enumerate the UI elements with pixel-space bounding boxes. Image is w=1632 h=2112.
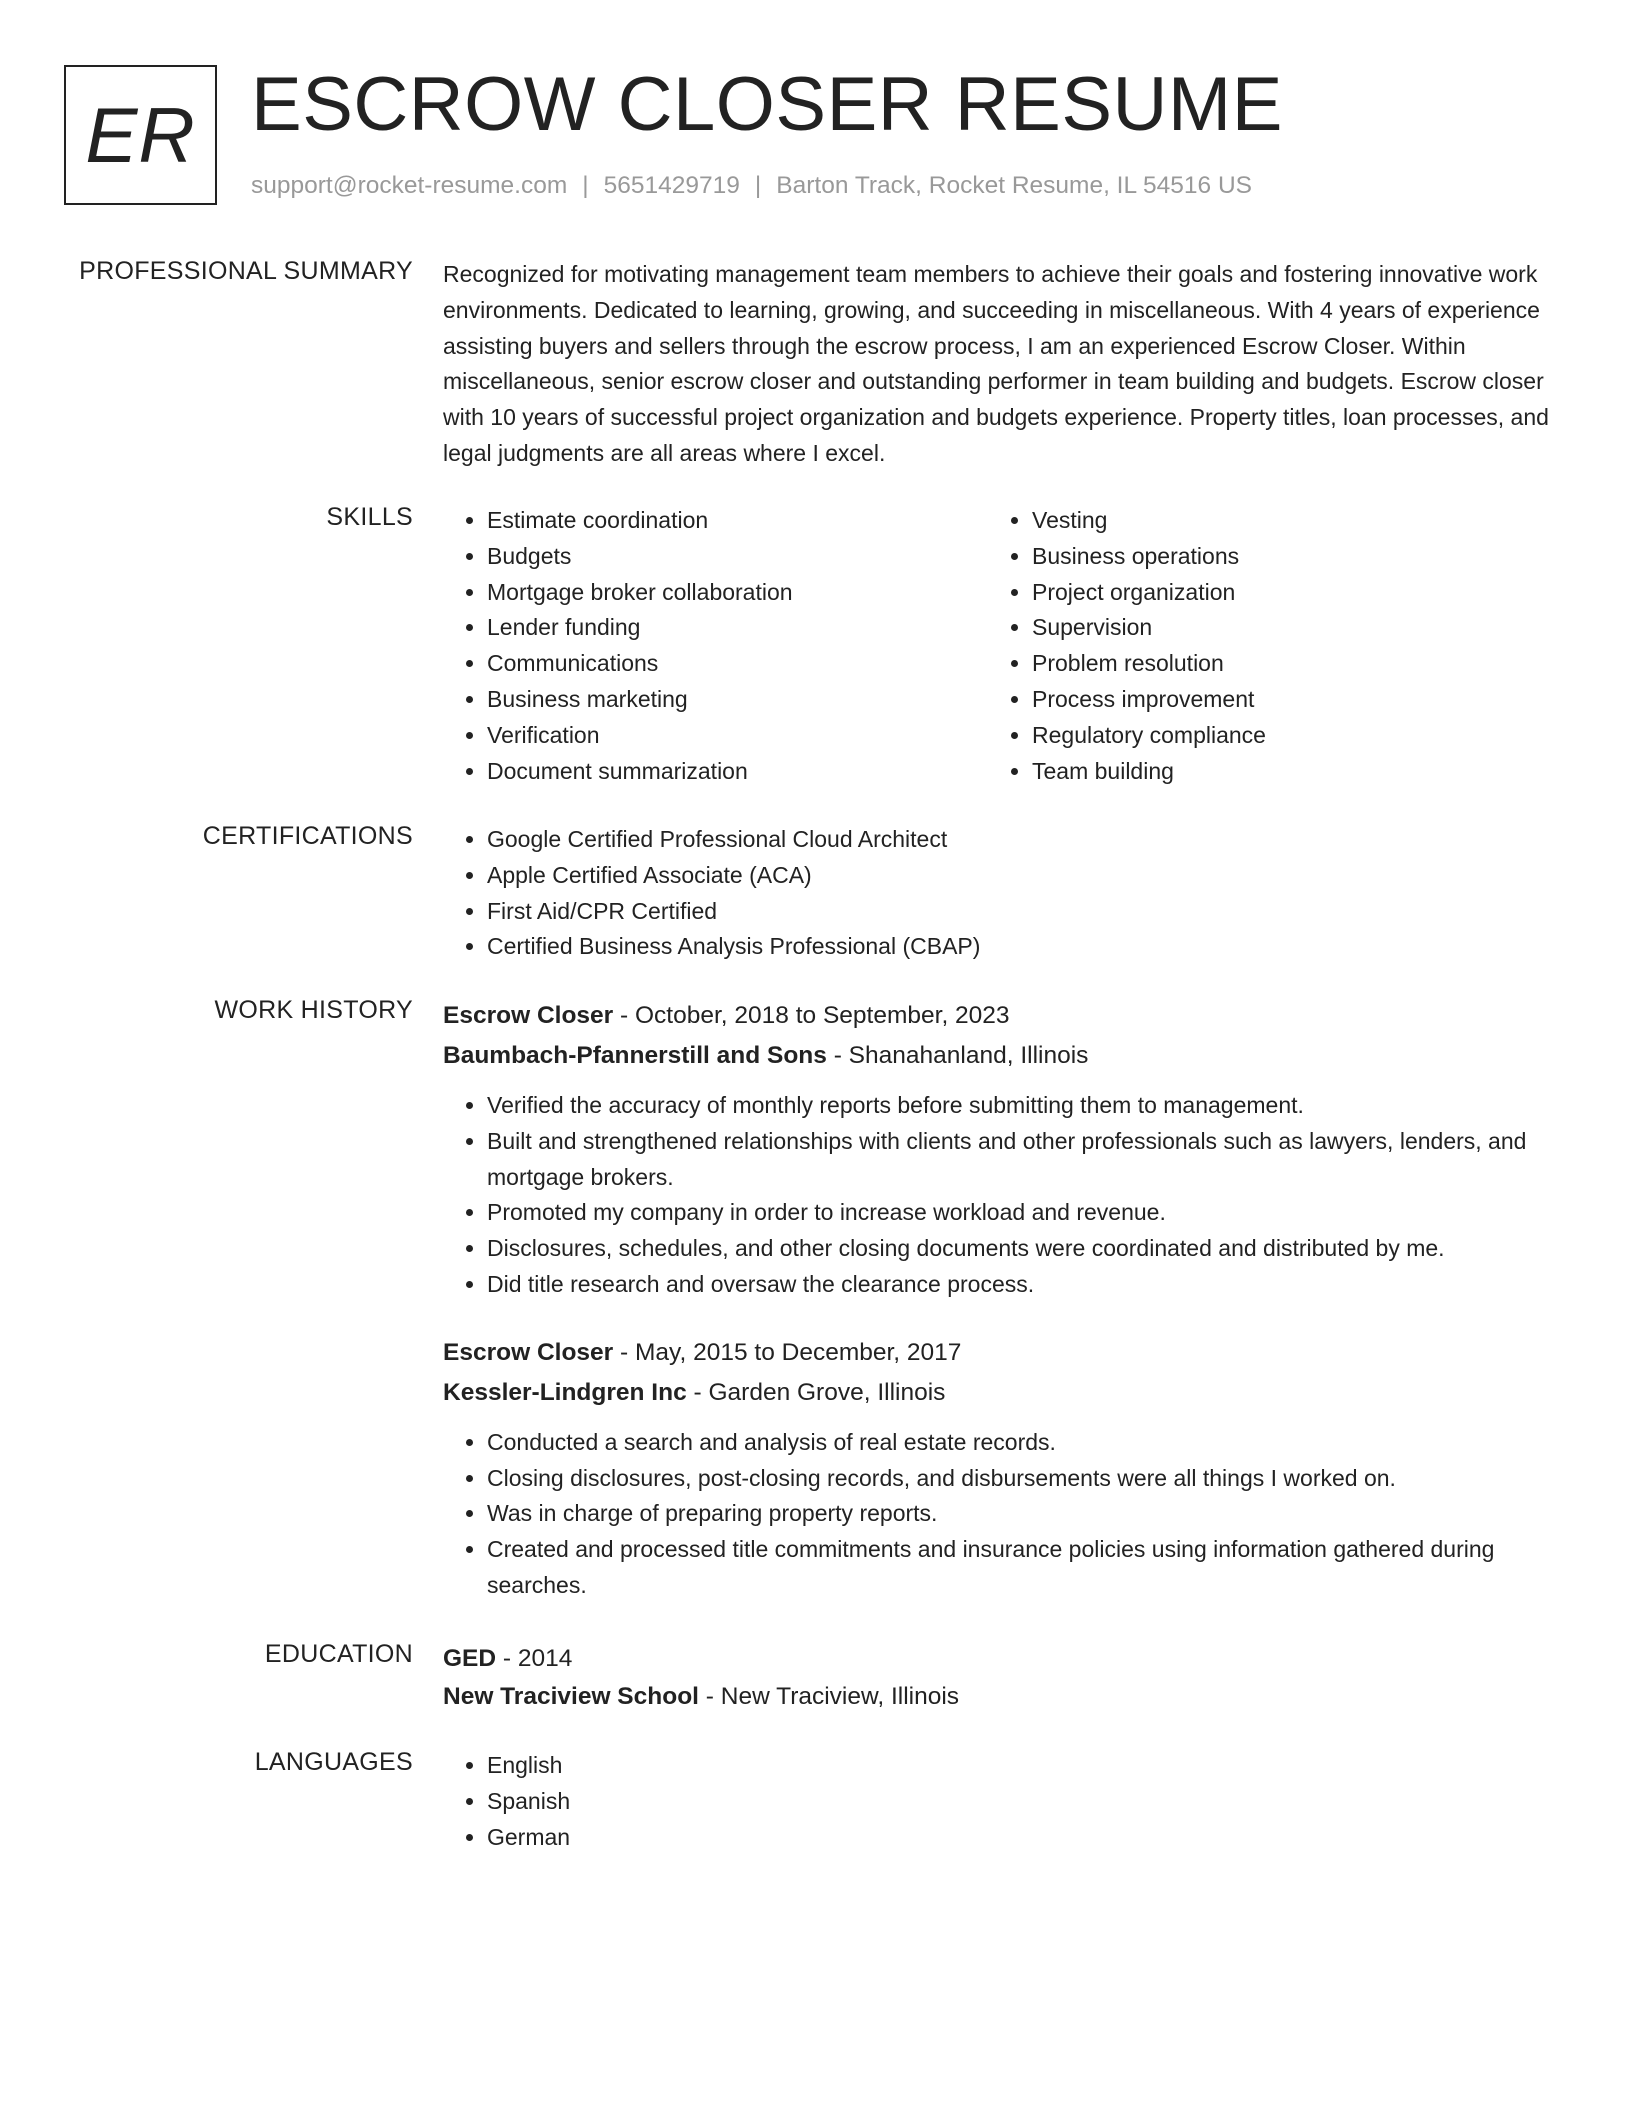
job-bullet: • Closing disclosures, post-closing records, and disbursements were all things I worked on. <box>487 1461 1553 1497</box>
job-company: Baumbach-Pfannerstill and Sons <box>443 1042 827 1069</box>
skill-item: • Verification <box>487 718 988 754</box>
section-label-languages: LANGUAGES <box>254 1748 413 1776</box>
certifications-body <box>443 822 1553 965</box>
summary-body <box>443 257 1553 472</box>
certifications-list <box>443 822 1553 965</box>
job-bullet: • Conducted a search and analysis of real estate records. <box>487 1425 1553 1461</box>
skill-item: • Document summarization <box>487 754 988 790</box>
resume-header <box>64 62 1564 210</box>
contact-separator: | <box>754 172 762 199</box>
skills-body <box>443 503 1553 789</box>
skill-item: • Estimate coordination <box>487 503 988 539</box>
job-title-line <box>443 996 1553 1036</box>
education-degree-line <box>443 1640 1553 1678</box>
job-location: - Shanahanland, Illinois <box>826 1042 1089 1069</box>
job-location: - Garden Grove, Illinois <box>686 1378 946 1406</box>
skill-item: • Business marketing <box>487 682 988 718</box>
contact-line <box>251 172 1252 200</box>
certification-item: • Google Certified Professional Cloud Architect <box>487 822 1553 858</box>
skill-item: • Regulatory compliance <box>1032 718 1533 754</box>
contact-separator: | <box>582 172 589 199</box>
skill-item: • Budgets <box>487 539 988 575</box>
education-body <box>443 1640 1553 1716</box>
skill-item: • Business operations <box>1032 539 1533 575</box>
job-dates: - May, 2015 to December, 2017 <box>613 1338 962 1366</box>
skill-item: • Communications <box>487 646 988 682</box>
skill-item: • Project organization <box>1032 575 1533 611</box>
certification-item: • Apple Certified Associate (ACA) <box>487 858 1553 894</box>
section-label-summary: PROFESSIONAL SUMMARY <box>79 257 413 285</box>
section-label-work-history: WORK HISTORY <box>214 996 413 1024</box>
skill-item: • Problem resolution <box>1032 646 1533 682</box>
skill-item: • Process improvement <box>1032 682 1533 718</box>
languages-list <box>443 1748 1553 1855</box>
certification-item: • First Aid/CPR Certified <box>487 894 1553 930</box>
job-company: Kessler-Lindgren Inc <box>443 1378 687 1406</box>
certification-item: • Certified Business Analysis Professional (CBAP) <box>487 929 1553 965</box>
section-label-skills: SKILLS <box>326 503 413 531</box>
job-bullets <box>443 1425 1553 1604</box>
job-entry <box>443 996 1553 1303</box>
languages-body <box>443 1748 1553 1855</box>
page-title: ESCROW CLOSER RESUME <box>251 62 1283 147</box>
job-company-line <box>443 1373 1553 1413</box>
skill-item: • Vesting <box>1032 503 1533 539</box>
education-degree: GED <box>443 1645 497 1672</box>
skill-item: • Supervision <box>1032 610 1533 646</box>
job-title: Escrow Closer <box>443 1002 614 1029</box>
job-bullet: • Verified the accuracy of monthly reports before submitting them to management. <box>487 1088 1553 1124</box>
skill-item: • Mortgage broker collaboration <box>487 575 988 611</box>
job-entry <box>443 1333 1553 1604</box>
work-history-body <box>443 996 1553 1634</box>
skills-list-right <box>988 503 1533 789</box>
job-bullet: • Promoted my company in order to increase workload and revenue. <box>487 1195 1553 1231</box>
contact-phone: 5651429719 <box>603 172 740 199</box>
job-bullet: • Disclosures, schedules, and other closing documents were coordinated and distributed by me. <box>487 1231 1553 1267</box>
job-company-line <box>443 1036 1553 1076</box>
job-bullet: • Was in charge of preparing property reports. <box>487 1496 1553 1532</box>
contact-email: support@rocket-resume.com <box>251 172 568 199</box>
skills-list-left <box>443 503 988 789</box>
section-label-education: EDUCATION <box>264 1640 413 1668</box>
skills-columns <box>443 503 1553 789</box>
job-bullet: • Built and strengthened relationships with clients and other professionals such as lawyers, lenders, and mortgage brokers. <box>487 1124 1553 1196</box>
summary-text: Recognized for motivating management team members to achieve their goals and fostering innovative work environments. Dedicated to learning, growing, and succeeding in miscellaneous. With 4 years of experience assisting buyers and sellers through the escrow process, I am an experienced Escrow Closer. Within miscellaneous, senior escrow closer and outstanding performer in team building and budgets. Escrow closer with 10 years of successful project organization and budgets experience. Property titles, loan processes, and legal judgments are all areas where I excel. <box>443 261 1549 466</box>
skill-item: • Lender funding <box>487 610 988 646</box>
job-title-line <box>443 1333 1553 1373</box>
job-bullets <box>443 1088 1553 1303</box>
monogram-logo: ER <box>64 65 217 205</box>
section-label-certifications: CERTIFICATIONS <box>202 822 413 850</box>
education-school-line <box>443 1678 1553 1716</box>
job-title: Escrow Closer <box>443 1338 614 1366</box>
contact-address: Barton Track, Rocket Resume, IL 54516 US <box>776 172 1252 199</box>
job-dates: - October, 2018 to September, 2023 <box>613 1002 1010 1029</box>
language-item: • English <box>487 1748 1553 1784</box>
language-item: • German <box>487 1820 1553 1856</box>
job-bullet: • Created and processed title commitments and insurance policies using information gathered during searches. <box>487 1532 1553 1604</box>
education-location: - New Traciview, Illinois <box>698 1683 960 1710</box>
education-year: - 2014 <box>496 1645 573 1672</box>
language-item: • Spanish <box>487 1784 1553 1820</box>
education-school: New Traciview School <box>443 1683 699 1710</box>
skill-item: • Team building <box>1032 754 1533 790</box>
job-bullet: • Did title research and oversaw the clearance process. <box>487 1267 1553 1303</box>
